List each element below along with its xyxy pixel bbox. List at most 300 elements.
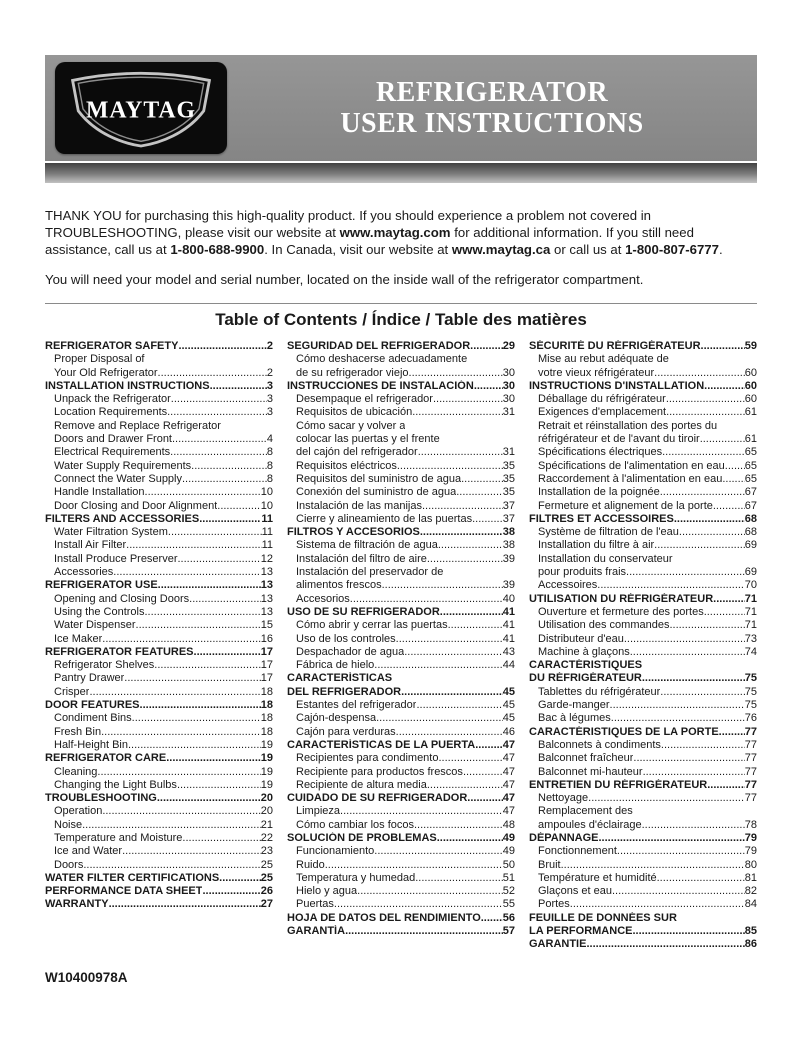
toc-page-number: 47 <box>502 805 515 818</box>
toc-page-number: 8 <box>266 459 273 472</box>
toc-page-number: 49 <box>502 831 515 844</box>
toc-sub-entry: Tablettes du réfrigérateur ..... 75 <box>529 686 757 699</box>
toc-page-number: 11 <box>261 539 273 552</box>
toc-page-number: 18 <box>260 699 273 712</box>
toc-dot-leader <box>101 726 261 739</box>
toc-page-number: 71 <box>744 619 757 632</box>
toc-sub-entry: Cierre y alineamiento de las puertas ..... 37 <box>287 513 515 526</box>
toc-dot-leader <box>722 473 744 486</box>
toc-dot-leader <box>325 859 503 872</box>
toc-page-number: 31 <box>502 406 515 419</box>
toc-dot-leader <box>396 633 503 646</box>
toc-page-number: 61 <box>744 406 757 419</box>
toc-dot-leader <box>102 805 260 818</box>
toc-page-number: 71 <box>744 605 757 618</box>
toc-dot-leader <box>456 486 503 499</box>
toc-page-number: 45 <box>502 712 515 725</box>
toc-dot-leader <box>397 460 503 473</box>
toc-dot-leader <box>654 539 745 552</box>
toc-page-number: 47 <box>502 778 515 791</box>
toc-page-number: 37 <box>502 499 515 512</box>
toc-sub-entry: Spécifications électriques ..... 65 <box>529 446 757 459</box>
toc-sub-entry: Garde-manger ..... 75 <box>529 699 757 712</box>
toc-dot-leader <box>610 699 745 712</box>
toc-page-number: 49 <box>502 845 515 858</box>
toc-page-number: 2 <box>266 366 273 379</box>
toc-page-number: 77 <box>744 792 757 805</box>
toc-sub-entry: Pantry Drawer ..... 17 <box>45 672 273 685</box>
toc-sub-entry: Fermeture et alignement de la porte ..... 67 <box>529 500 757 513</box>
toc-dot-leader <box>414 819 503 832</box>
toc-page-number: 19 <box>260 778 273 791</box>
toc-dot-leader <box>624 633 745 646</box>
toc-page-number: 13 <box>260 605 273 618</box>
toc-page-number: 59 <box>744 340 757 352</box>
toc-dot-leader <box>102 633 260 646</box>
toc-page-number: 38 <box>502 539 515 552</box>
toc-dot-leader <box>707 779 745 792</box>
toc-section-entry: CARACTÉRISTIQUES DE LA PORTE ..... 77 <box>529 726 757 739</box>
toc-page-number: 67 <box>744 486 757 499</box>
toc-page-number: 45 <box>502 699 515 712</box>
toc-sub-entry: Install Air Filter ..... 11 <box>45 539 273 552</box>
toc-page-number: 27 <box>260 898 273 911</box>
toc-page-number: 69 <box>744 566 757 579</box>
toc-page-number: 18 <box>260 685 273 698</box>
toc-dot-leader <box>128 739 261 752</box>
toc-page-number: 67 <box>744 499 757 512</box>
toc-sub-entry: Recipiente de altura media ..... 47 <box>287 779 515 792</box>
maytag-com-link[interactable]: www.maytag.com <box>339 225 451 240</box>
toc-sub-entry: Hielo y agua ..... 52 <box>287 885 515 898</box>
toc-page-number: 74 <box>744 645 757 658</box>
toc-dot-leader <box>145 606 261 619</box>
toc-page-number: 8 <box>266 446 273 459</box>
toc-sub-entry: Noise ..... 21 <box>45 819 273 832</box>
toc-dot-leader <box>376 712 503 725</box>
toc-section-entry: REFRIGERATOR FEATURES ..... 17 <box>45 646 273 659</box>
toc-dot-leader <box>588 792 745 805</box>
toc-page-number: 12 <box>260 552 273 565</box>
toc-dot-leader <box>433 393 503 406</box>
toc-section-entry: USO DE SU REFRIGERADOR ..... 41 <box>287 606 515 619</box>
toc-section-entry: SOLUCIÓN DE PROBLEMAS ..... 49 <box>287 832 515 845</box>
toc-dot-leader <box>666 406 745 419</box>
toc-section-entry: GARANTÍA ..... 57 <box>287 925 515 938</box>
toc-sub-entry: Exigences d'emplacement ..... 61 <box>529 406 757 419</box>
toc-sub-entry: Cajón-despensa ..... 45 <box>287 712 515 725</box>
toc-dot-leader <box>440 606 503 619</box>
toc-dot-leader <box>401 686 503 699</box>
toc-dot-leader <box>463 766 503 779</box>
toc-page-number: 75 <box>744 699 757 712</box>
toc-section-entry: FILTERS AND ACCESSORIES ..... 11 <box>45 513 273 526</box>
toc-page-number: 17 <box>260 659 273 672</box>
toc-dot-leader <box>157 792 261 805</box>
toc-sub-entry: Sistema de filtración de agua ..... 38 <box>287 539 515 552</box>
toc-page-number: 47 <box>502 765 515 778</box>
toc-sub-entry: Cleaning ..... 19 <box>45 766 273 779</box>
toc-page-number: 41 <box>502 605 515 618</box>
toc-dot-leader <box>340 805 503 818</box>
toc-sub-entry: Retrait et réinstallation des portes du réfrigérateur et de l'avant du tiroir ..... 61 <box>529 420 757 447</box>
toc-sub-entry: Balconnets à condiments ..... 77 <box>529 739 757 752</box>
toc-dot-leader <box>168 526 262 539</box>
toc-dot-leader <box>642 819 745 832</box>
toc-section-entry: WATER FILTER CERTIFICATIONS ..... 25 <box>45 872 273 885</box>
toc-page-number: 75 <box>744 685 757 698</box>
toc-page-number: 65 <box>744 459 757 472</box>
toc-section-entry: CARACTÉRISTIQUES DU RÉFRIGÉRATEUR ..... 75 <box>529 659 757 686</box>
intro-text-4: or call us at <box>550 242 626 257</box>
toc-dot-leader <box>470 340 503 353</box>
toc-sub-entry: Instalación de las manijas ..... 37 <box>287 500 515 513</box>
toc-page-number: 17 <box>260 672 273 685</box>
toc-page-number: 75 <box>744 672 757 685</box>
toc-sub-entry: Requisitos eléctricos ..... 35 <box>287 460 515 473</box>
toc-section-entry: INSTALLATION INSTRUCTIONS ..... 3 <box>45 380 273 393</box>
toc-sub-entry: Machine à glaçons ..... 74 <box>529 646 757 659</box>
toc-page-number: 30 <box>502 393 515 406</box>
toc-dot-leader <box>82 819 261 832</box>
toc-page-number: 86 <box>744 938 757 951</box>
toc-page-number: 18 <box>260 725 273 738</box>
toc-sub-entry: Water Dispenser ..... 15 <box>45 619 273 632</box>
toc-dot-leader <box>404 646 503 659</box>
toc-column-spanish <box>287 340 515 952</box>
toc-page-number: 77 <box>744 778 757 791</box>
toc-dot-leader <box>374 659 502 672</box>
toc-sub-entry: Water Supply Requirements ..... 8 <box>45 460 273 473</box>
section-divider <box>45 303 757 304</box>
toc-title: Table of Contents / Índice / Table des matières <box>215 310 587 329</box>
toc-section-entry: DOOR FEATURES ..... 18 <box>45 699 273 712</box>
toc-page-number: 19 <box>260 738 273 751</box>
toc-page-number: 3 <box>266 379 273 392</box>
maytag-ca-link[interactable]: www.maytag.ca <box>451 242 551 257</box>
toc-page-number: 52 <box>502 885 515 898</box>
toc-page-number: 10 <box>260 486 273 499</box>
toc-dot-leader <box>382 579 503 592</box>
toc-page-number: 23 <box>260 845 273 858</box>
toc-dot-leader <box>194 646 261 659</box>
toc-page-number: 78 <box>744 818 757 831</box>
toc-page-number: 41 <box>502 619 515 632</box>
toc-dot-leader <box>177 779 261 792</box>
toc-dot-leader <box>158 367 267 380</box>
toc-sub-entry: Spécifications de l'alimentation en eau ..... 65 <box>529 460 757 473</box>
toc-page-number: 20 <box>260 805 273 818</box>
toc-sub-entry: Requisitos del suministro de agua ..... 35 <box>287 473 515 486</box>
toc-dot-leader <box>182 473 267 486</box>
toc-page-number: 57 <box>502 925 515 938</box>
toc-sub-entry: Install Produce Preserver ..... 12 <box>45 553 273 566</box>
toc-section-entry: ENTRETIEN DU RÉFRIGÉRATEUR ..... 77 <box>529 779 757 792</box>
toc-sub-entry: Location Requirements ..... 3 <box>45 406 273 419</box>
toc-column-french <box>529 340 757 952</box>
toc-page-number: 3 <box>266 406 273 419</box>
toc-page-number: 68 <box>744 526 757 539</box>
toc-page-number: 48 <box>502 818 515 831</box>
canada-phone-number: 1-800-807-6777 <box>625 242 719 257</box>
toc-sub-entry: Uso de los controles ..... 41 <box>287 633 515 646</box>
toc-page-number: 11 <box>261 512 273 525</box>
toc-dot-leader <box>438 752 502 765</box>
toc-section-entry: TROUBLESHOOTING ..... 20 <box>45 792 273 805</box>
toc-page-number: 18 <box>260 712 273 725</box>
toc-page-number: 35 <box>502 472 515 485</box>
toc-page-number: 3 <box>266 393 273 406</box>
toc-sub-entry: Distributeur d'eau ..... 73 <box>529 633 757 646</box>
toc-dot-leader <box>725 460 745 473</box>
toc-page-number: 29 <box>502 340 515 352</box>
toc-section-entry: WARRANTY ..... 27 <box>45 898 273 911</box>
toc-section-entry: CARACTERÍSTICAS DEL REFRIGERADOR ..... 45 <box>287 672 515 699</box>
toc-sub-entry: Mise au rebut adéquate de votre vieux réfrigérateur ..... 60 <box>529 353 757 380</box>
toc-sub-entry: Estantes del refrigerador ..... 45 <box>287 699 515 712</box>
toc-dot-leader <box>586 938 744 951</box>
header-banner <box>45 55 757 161</box>
toc-dot-leader <box>660 686 744 699</box>
toc-dot-leader <box>472 513 503 526</box>
toc-dot-leader <box>136 619 261 632</box>
toc-sub-entry: Utilisation des commandes ..... 71 <box>529 619 757 632</box>
toc-sub-entry: Remplacement des ampoules d'éclairage ..... 78 <box>529 805 757 832</box>
toc-sub-entry: Bruit ..... 80 <box>529 859 757 872</box>
toc-page-number: 13 <box>260 566 273 579</box>
toc-dot-leader <box>704 380 745 393</box>
toc-dot-leader <box>448 619 503 632</box>
toc-page-number: 40 <box>502 592 515 605</box>
toc-dot-leader <box>124 672 260 685</box>
toc-dot-leader <box>427 553 503 566</box>
toc-section-entry: CUIDADO DE SU REFRIGERADOR ..... 47 <box>287 792 515 805</box>
toc-page-number: 77 <box>744 752 757 765</box>
toc-dot-leader <box>713 593 745 606</box>
toc-dot-leader <box>170 446 267 459</box>
toc-page-number: 41 <box>502 632 515 645</box>
toc-page-number: 60 <box>744 366 757 379</box>
toc-sub-entry: Temperature and Moisture ..... 22 <box>45 832 273 845</box>
toc-sub-entry: Electrical Requirements ..... 8 <box>45 446 273 459</box>
toc-dot-leader <box>474 380 503 393</box>
intro-text-2: for additional information. If you still need assistance, call us at <box>45 225 694 257</box>
toc-dot-leader <box>202 885 260 898</box>
toc-page-number: 45 <box>502 685 515 698</box>
toc-page-number: 46 <box>502 725 515 738</box>
toc-page-number: 25 <box>260 871 273 884</box>
toc-dot-leader <box>199 513 261 526</box>
toc-page-number: 20 <box>260 792 273 805</box>
toc-dot-leader <box>617 845 745 858</box>
intro-text-3: . In Canada, visit our website at <box>264 242 452 257</box>
toc-dot-leader <box>427 779 503 792</box>
toc-sub-entry: Système de filtration de l'eau ..... 68 <box>529 526 757 539</box>
toc-section-entry: INSTRUCCIONES DE INSTALACIÓN ..... 30 <box>287 380 515 393</box>
toc-sub-entry: Handle Installation ..... 10 <box>45 486 273 499</box>
toc-dot-leader <box>674 513 745 526</box>
toc-page-number: 31 <box>502 446 515 459</box>
toc-page-number: 8 <box>266 472 273 485</box>
toc-page-number: 35 <box>502 459 515 472</box>
toc-page-number: 60 <box>744 393 757 406</box>
toc-dot-leader <box>357 885 503 898</box>
toc-dot-leader <box>412 406 503 419</box>
toc-sub-entry: Balconnet fraîcheur ..... 77 <box>529 752 757 765</box>
toc-sub-entry: Balconnet mi-hauteur ..... 77 <box>529 766 757 779</box>
toc-sub-entry: Conexión del suministro de agua ..... 35 <box>287 486 515 499</box>
toc-dot-leader <box>661 739 745 752</box>
model-serial-note: You will need your model and serial number, located on the inside wall of the refrigerator compartment. <box>45 272 644 287</box>
toc-sub-entry: Connect the Water Supply ..... 8 <box>45 473 273 486</box>
toc-dot-leader <box>191 460 267 473</box>
toc-sub-entry: Door Closing and Door Alignment ..... 10 <box>45 500 273 513</box>
toc-sub-entry: Portes ..... 84 <box>529 898 757 911</box>
toc-page-number: 61 <box>744 433 757 446</box>
toc-sub-entry: Raccordement à l'alimentation en eau ..... 65 <box>529 473 757 486</box>
toc-dot-leader <box>669 619 744 632</box>
toc-dot-leader <box>630 646 745 659</box>
toc-dot-leader <box>83 859 260 872</box>
toc-dot-leader <box>632 925 744 938</box>
toc-dot-leader <box>611 712 745 725</box>
toc-page-number: 4 <box>266 433 273 446</box>
toc-dot-leader <box>660 486 745 499</box>
toc-section-entry: UTILISATION DU RÉFRIGÉRATEUR ..... 71 <box>529 593 757 606</box>
toc-dot-leader <box>422 500 503 513</box>
toc-section-entry: REFRIGERATOR SAFETY ..... 2 <box>45 340 273 353</box>
toc-page-number: 73 <box>744 632 757 645</box>
toc-dot-leader <box>154 659 260 672</box>
toc-section-entry: GARANTIE ..... 86 <box>529 938 757 951</box>
toc-sub-entry: Refrigerator Shelves ..... 17 <box>45 659 273 672</box>
toc-dot-leader <box>217 500 260 513</box>
toc-sub-entry: Condiment Bins ..... 18 <box>45 712 273 725</box>
toc-sub-entry: Instalación del filtro de aire ..... 39 <box>287 553 515 566</box>
toc-sub-entry: Cómo sacar y volver a colocar las puertas y el frente del cajón del refrigerador ..... 31 <box>287 420 515 460</box>
toc-page-number: 43 <box>502 645 515 658</box>
toc-dot-leader <box>113 566 260 579</box>
toc-page-number: 30 <box>502 379 515 392</box>
toc-dot-leader <box>132 712 261 725</box>
toc-sub-entry: Recipientes para condimento ..... 47 <box>287 752 515 765</box>
toc-column-english <box>45 340 273 952</box>
toc-dot-leader <box>182 832 260 845</box>
toc-sub-entry: Puertas ..... 55 <box>287 898 515 911</box>
toc-sub-entry: Operation ..... 20 <box>45 805 273 818</box>
toc-section-entry: FEUILLE DE DONNÉES SUR LA PERFORMANCE ..... 85 <box>529 912 757 939</box>
toc-sub-entry: Installation du filtre à air ..... 69 <box>529 539 757 552</box>
toc-page-number: 19 <box>260 752 273 765</box>
svg-text:MAYTAG: MAYTAG <box>86 97 196 124</box>
toc-page-number: 16 <box>260 632 273 645</box>
toc-page-number: 80 <box>744 858 757 871</box>
toc-sub-entry: Despachador de agua ..... 43 <box>287 646 515 659</box>
toc-dot-leader <box>666 393 745 406</box>
toc-page-number: 76 <box>744 712 757 725</box>
document-title-line1: REFRIGERATOR <box>375 76 609 108</box>
toc-sub-entry: Recipiente para productos frescos ..... 47 <box>287 766 515 779</box>
toc-page-number: 2 <box>266 340 273 352</box>
toc-sub-entry: Température et humidité ..... 81 <box>529 872 757 885</box>
maytag-logo <box>55 62 227 154</box>
toc-page-number: 17 <box>260 645 273 658</box>
toc-dot-leader <box>438 539 503 552</box>
toc-dot-leader <box>158 579 261 592</box>
intro-paragraph <box>45 207 757 258</box>
toc-sub-entry: Opening and Closing Doors ..... 13 <box>45 593 273 606</box>
toc-sub-entry: Half-Height Bin ..... 19 <box>45 739 273 752</box>
toc-page-number: 26 <box>260 885 273 898</box>
toc-dot-leader <box>334 898 503 911</box>
toc-page-number: 35 <box>502 486 515 499</box>
toc-dot-leader <box>166 752 261 765</box>
toc-page-number: 79 <box>744 831 757 844</box>
toc-page-number: 51 <box>502 871 515 884</box>
intro-text-1: THANK YOU for purchasing this high-quality product. If you should experience a problem not covered in TROUBLESHOOTING, please visit our website at <box>45 208 651 240</box>
document-number: W10400978A <box>45 970 128 985</box>
toc-page-number: 22 <box>260 831 273 844</box>
toc-page-number: 65 <box>744 472 757 485</box>
toc-page-number: 79 <box>744 845 757 858</box>
maytag-crest-icon <box>65 67 217 149</box>
toc-dot-leader <box>140 699 261 712</box>
toc-page-number: 69 <box>744 539 757 552</box>
toc-page-number: 71 <box>744 592 757 605</box>
toc-page-number: 47 <box>502 752 515 765</box>
toc-dot-leader <box>475 739 503 752</box>
toc-dot-leader <box>700 433 745 446</box>
toc-page-number: 47 <box>502 792 515 805</box>
toc-sub-entry: Changing the Light Bulbs ..... 19 <box>45 779 273 792</box>
toc-sub-entry: Funcionamiento ..... 49 <box>287 845 515 858</box>
toc-sub-entry: Cajón para verduras ..... 46 <box>287 726 515 739</box>
toc-dot-leader <box>210 380 267 393</box>
toc-section-entry: FILTROS Y ACCESORIOS ..... 38 <box>287 526 515 539</box>
toc-page-number: 50 <box>502 858 515 871</box>
toc-section-entry: SEGURIDAD DEL REFRIGERADOR ..... 29 <box>287 340 515 353</box>
toc-dot-leader <box>642 672 745 685</box>
document-title <box>227 77 757 140</box>
toc-sub-entry: Installation du conservateur pour produits frais ..... 69 <box>529 553 757 580</box>
toc-section-entry: HOJA DE DATOS DEL RENDIMIENTO ..... 56 <box>287 912 515 925</box>
toc-dot-leader <box>679 526 745 539</box>
toc-dot-leader <box>719 726 745 739</box>
toc-dot-leader <box>122 845 261 858</box>
toc-page-number: 55 <box>502 898 515 911</box>
toc-sub-entry: Ruido ..... 50 <box>287 859 515 872</box>
toc-dot-leader <box>461 473 503 486</box>
toc-sub-entry: Bac à légumes ..... 76 <box>529 712 757 725</box>
toc-dot-leader <box>597 579 744 592</box>
toc-section-entry: REFRIGERATOR CARE ..... 19 <box>45 752 273 765</box>
toc-dot-leader <box>219 872 261 885</box>
toc-page-number: 85 <box>744 925 757 938</box>
toc-sub-entry: Installation de la poignée ..... 67 <box>529 486 757 499</box>
toc-dot-leader <box>97 766 260 779</box>
toc-dot-leader <box>701 340 745 353</box>
toc-sub-entry: Limpieza ..... 47 <box>287 805 515 818</box>
toc-page-number: 13 <box>260 592 273 605</box>
toc-section-entry: INSTRUCTIONS D'INSTALLATION ..... 60 <box>529 380 757 393</box>
toc-page-number: 15 <box>260 619 273 632</box>
toc-dot-leader <box>662 446 745 459</box>
table-of-contents <box>45 340 757 952</box>
toc-sub-entry: Accessories ..... 13 <box>45 566 273 579</box>
toc-dot-leader <box>570 898 745 911</box>
toc-dot-leader <box>467 792 502 805</box>
toc-dot-leader <box>437 832 503 845</box>
